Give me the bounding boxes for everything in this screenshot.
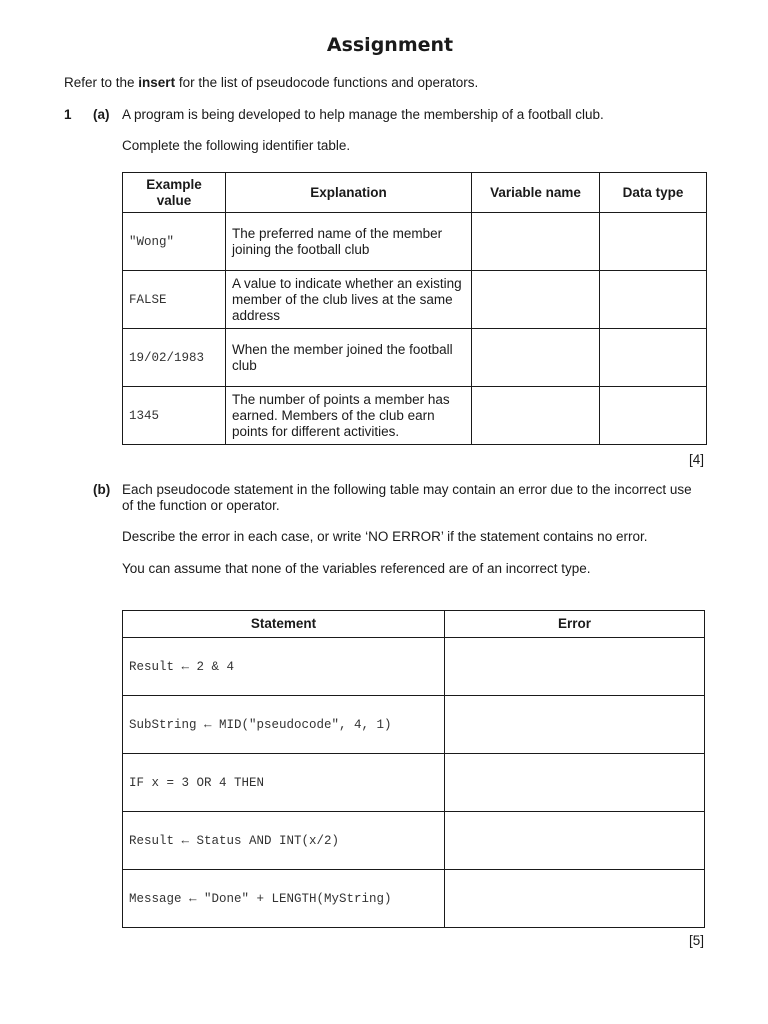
error-answer-cell[interactable] [445,754,705,812]
statement-cell: SubString ← MID("pseudocode", 4, 1) [123,696,445,754]
statement-cell: Result ← 2 & 4 [123,638,445,696]
error-answer-cell[interactable] [445,870,705,928]
part-a-text: A program is being developed to help manage the membership of a football club. [122,107,604,122]
intro-text [64,75,478,90]
example-value-cell: "Wong" [123,213,226,271]
error-answer-cell[interactable] [445,696,705,754]
part-b-instruction-2: You can assume that none of the variables referenced are of an incorrect type. [122,561,591,576]
table-row [123,812,705,870]
explanation-cell: The preferred name of the member joining the football club [226,213,472,271]
variable-name-answer-cell[interactable] [472,271,600,329]
error-answer-cell[interactable] [445,638,705,696]
intro-suffix: for the list of pseudocode functions and operators. [175,75,479,90]
page-title: Assignment [326,34,454,56]
table-row [123,870,705,928]
header-statement: Statement [123,611,445,638]
part-b-marks: [5] [688,933,704,948]
header-error: Error [445,611,705,638]
part-a-instruction: Complete the following identifier table. [122,138,351,153]
explanation-cell: When the member joined the football club [226,329,472,387]
table-row [123,696,705,754]
header-variable-name: Variable name [472,173,600,213]
example-value-cell: 19/02/1983 [123,329,226,387]
identifier-table-header [123,173,707,213]
example-value-cell: FALSE [123,271,226,329]
table-row [123,754,705,812]
statement-error-table [122,610,705,928]
part-b-text: Each pseudocode statement in the following table may contain an error due to the incorrect use of the function or operator. [122,482,692,513]
header-explanation: Explanation [226,173,472,213]
question-number: 1 [64,107,72,122]
statement-cell: IF x = 3 OR 4 THEN [123,754,445,812]
part-a-label: (a) [93,107,110,122]
table-row [123,638,705,696]
part-b-label: (b) [93,482,111,497]
explanation-cell: A value to indicate whether an existing member of the club lives at the same address [226,271,472,329]
identifier-table [122,172,707,445]
header-example-value: Example value [123,173,226,213]
error-answer-cell[interactable] [445,812,705,870]
data-type-answer-cell[interactable] [600,329,707,387]
explanation-cell: The number of points a member has earned. Members of the club earn points for different activities. [226,387,472,445]
variable-name-answer-cell[interactable] [472,329,600,387]
statement-table-header [123,611,705,638]
table-row [123,387,707,445]
intro-prefix: Refer to the [64,75,139,90]
data-type-answer-cell[interactable] [600,213,707,271]
variable-name-answer-cell[interactable] [472,387,600,445]
statement-cell: Message ← "Done" + LENGTH(MyString) [123,870,445,928]
header-data-type: Data type [600,173,707,213]
intro-bold: insert [138,75,176,90]
part-a-marks: [4] [688,452,704,467]
statement-cell: Result ← Status AND INT(x/2) [123,812,445,870]
table-row [123,271,707,329]
table-row [123,213,707,271]
data-type-answer-cell[interactable] [600,271,707,329]
data-type-answer-cell[interactable] [600,387,707,445]
table-row [123,329,707,387]
example-value-cell: 1345 [123,387,226,445]
variable-name-answer-cell[interactable] [472,213,600,271]
part-b-instruction-1: Describe the error in each case, or write ‘NO ERROR’ if the statement contains no error. [122,529,648,544]
